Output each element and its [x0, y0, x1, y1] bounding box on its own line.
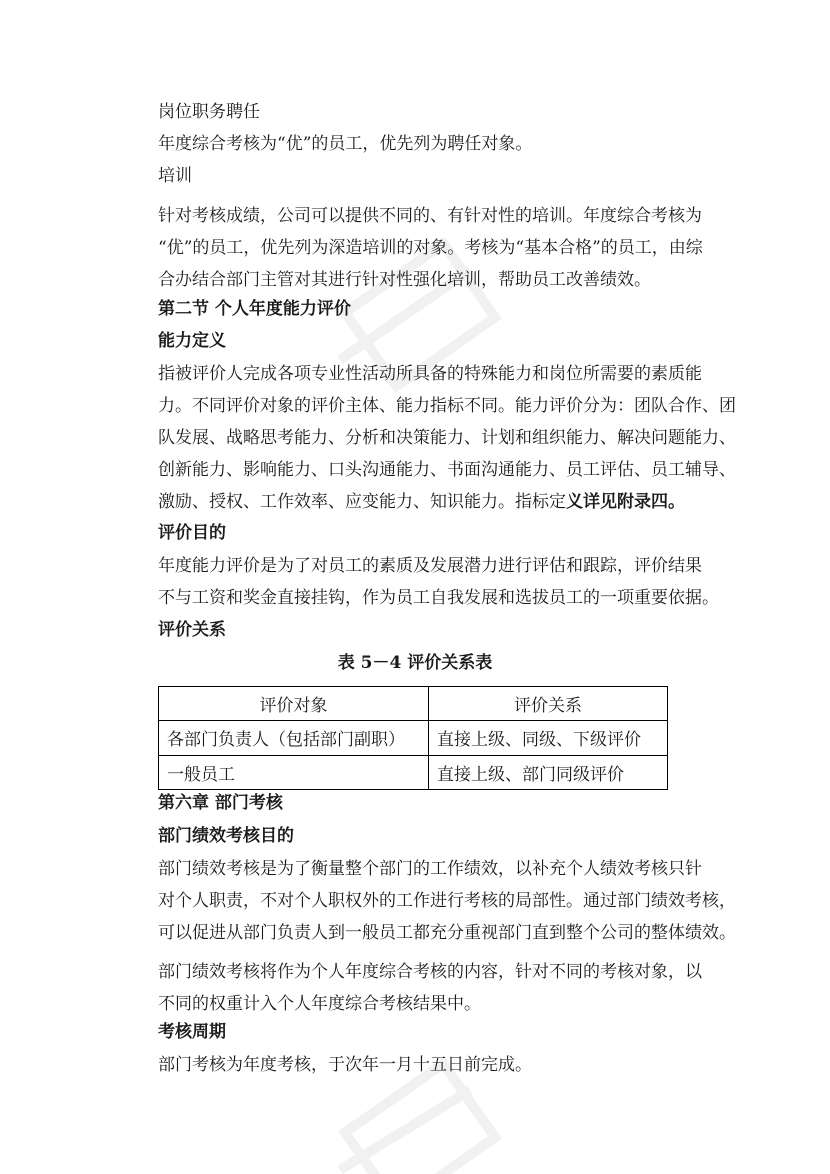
appendix-reference: 义详见附录四。 — [566, 492, 685, 512]
paragraph-ability-line2: 力。不同评价对象的评价主体、能力指标不同。能力评价分为：团队合作、团 — [158, 396, 736, 416]
section-heading-annual-ability: 第二节 个人年度能力评价 — [158, 299, 351, 319]
paragraph-training-line2: “优”的员工，优先列为深造培训的对象。考核为“基本合格”的员工，由综 — [158, 238, 703, 258]
paragraph-weight-line2: 不同的权重计入个人年度综合考核结果中。 — [158, 994, 481, 1014]
table-cell: 直接上级、部门同级评价 — [429, 755, 668, 789]
paragraph-training-line1: 针对考核成绩，公司可以提供不同的、有针对性的培训。年度综合考核为 — [158, 206, 702, 226]
paragraph-training-line3: 合办结合部门主管对其进行针对性强化培训，帮助员工改善绩效。 — [158, 270, 651, 290]
table-cell: 各部门负责人（包括部门副职） — [159, 721, 429, 755]
paragraph-ability-line5-normal: 激励、授权、工作效率、应变能力、知识能力。指标定 — [158, 492, 566, 512]
heading-department-purpose: 部门绩效考核目的 — [158, 826, 294, 846]
table-row — [159, 721, 668, 755]
paragraph-post-appointment: 年度综合考核为“优”的员工，优先列为聘任对象。 — [158, 134, 533, 154]
paragraph-cycle: 部门考核为年度考核，于次年一月十五日前完成。 — [158, 1055, 532, 1075]
paragraph-weight-line1: 部门绩效考核将作为个人年度综合考核的内容，针对不同的考核对象，以 — [158, 962, 702, 982]
paragraph-ability-line5 — [158, 491, 685, 513]
watermark-mark-lower — [340, 1064, 495, 1174]
chapter-heading-department-assessment: 第六章 部门考核 — [158, 793, 283, 813]
paragraph-dept-line2: 对个人职责，不对个人职权外的工作进行考核的局部性。通过部门绩效考核， — [158, 891, 736, 911]
paragraph-ability-line3: 队发展、战略思考能力、分析和决策能力、计划和组织能力、解决问题能力、 — [158, 428, 736, 448]
paragraph-dept-line1: 部门绩效考核是为了衡量整个部门的工作绩效，以补充个人绩效考核只针 — [158, 859, 702, 879]
table-cell: 直接上级、同级、下级评价 — [429, 721, 668, 755]
heading-assessment-cycle: 考核周期 — [158, 1022, 226, 1042]
heading-post-appointment: 岗位职务聘任 — [158, 102, 260, 122]
table-header-row — [159, 687, 668, 721]
table-row — [159, 755, 668, 789]
table-caption: 表 5－4 评价关系表 — [337, 653, 493, 673]
paragraph-purpose-line2: 不与工资和奖金直接挂钩，作为员工自我发展和选拔员工的一项重要依据。 — [158, 588, 719, 608]
evaluation-relation-table — [158, 686, 668, 790]
table-header-cell: 评价关系 — [429, 687, 668, 721]
heading-evaluation-relation: 评价关系 — [158, 620, 226, 640]
heading-training: 培训 — [158, 166, 192, 186]
table-cell: 一般员工 — [159, 755, 429, 789]
paragraph-dept-line3: 可以促进从部门负责人到一般员工都充分重视部门直到整个公司的整体绩效。 — [158, 923, 736, 943]
paragraph-ability-line1: 指被评价人完成各项专业性活动所具备的特殊能力和岗位所需要的素质能 — [158, 364, 702, 384]
heading-evaluation-purpose: 评价目的 — [158, 523, 226, 543]
heading-ability-definition: 能力定义 — [158, 331, 226, 351]
paragraph-ability-line4: 创新能力、影响能力、口头沟通能力、书面沟通能力、员工评估、员工辅导、 — [158, 460, 736, 480]
paragraph-purpose-line1: 年度能力评价是为了对员工的素质及发展潜力进行评估和跟踪，评价结果 — [158, 556, 702, 576]
table-header-cell: 评价对象 — [159, 687, 429, 721]
